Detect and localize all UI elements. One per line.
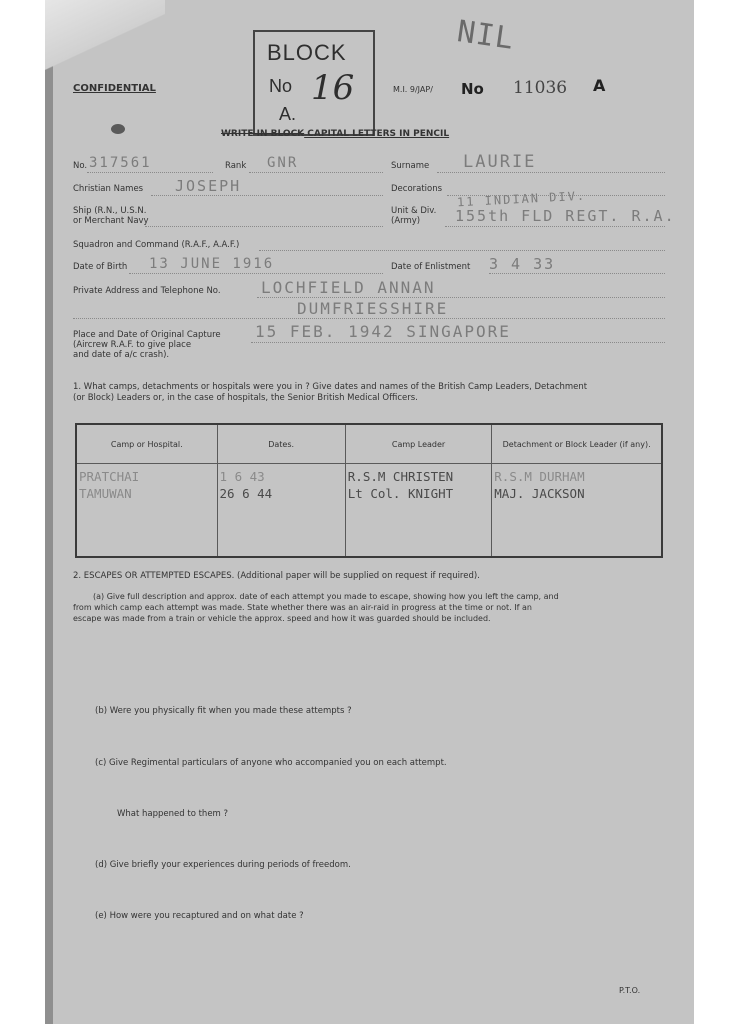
- mi9-reference: M.I. 9/JAP/: [393, 85, 433, 94]
- folded-corner: [45, 0, 165, 70]
- surname-label: Surname: [391, 161, 430, 171]
- camp-cell: [76, 464, 217, 558]
- instruction-rest: CAPITAL LETTERS IN PENCIL: [304, 129, 450, 139]
- pto-label: P.T.O.: [619, 986, 641, 995]
- col-header-dates: Dates.: [217, 424, 345, 464]
- address-value-line1: LOCHFIELD ANNAN: [261, 278, 436, 297]
- capture-label-line1: Place and Date of Original Capture: [73, 330, 221, 340]
- table-row: [76, 464, 662, 558]
- rule: [257, 297, 665, 298]
- detachment-leader-1: R.S.M DURHAM: [494, 469, 585, 484]
- q2-heading: 2. ESCAPES OR ATTEMPTED ESCAPES. (Additional paper will be supplied on request if required).: [73, 571, 480, 581]
- rule: [145, 226, 383, 227]
- unit-label: [391, 206, 436, 226]
- stamp-no-text: No: [269, 76, 293, 96]
- date-1: 1 6 43: [219, 469, 265, 484]
- struck-instruction: WRITE IN BLOCK: [221, 129, 305, 139]
- col-header-camp-leader: Camp Leader: [345, 424, 492, 464]
- address-label: Private Address and Telephone No.: [73, 286, 221, 296]
- col-header-camp: Camp or Hospital.: [76, 424, 217, 464]
- decorations-label: Decorations: [391, 184, 443, 194]
- capture-label: [73, 330, 221, 360]
- rule: [259, 250, 665, 251]
- serial-number: 11036: [513, 78, 568, 98]
- rule: [73, 318, 665, 319]
- rule: [87, 172, 213, 173]
- surname-value: LAURIE: [463, 152, 537, 172]
- rule: [151, 195, 383, 196]
- capture-value: 15 FEB. 1942 SINGAPORE: [255, 322, 511, 341]
- confidential-label: CONFIDENTIAL: [73, 83, 156, 94]
- pencil-instruction: [221, 129, 449, 139]
- rule: [251, 342, 665, 343]
- stamp-a-text: A.: [279, 104, 297, 124]
- ship-label: [73, 206, 149, 226]
- dates-cell: [217, 464, 345, 558]
- q2a-line2: from which camp each attempt was made. State whether there was an air-raid in progress at the time or not. If an: [73, 603, 532, 612]
- no-label: No: [461, 80, 484, 98]
- camp-leader-cell: [345, 464, 492, 558]
- block-stamp: [253, 30, 375, 136]
- camp-1: PRATCHAI: [79, 469, 140, 484]
- rule: [437, 172, 665, 173]
- q2c-text: (c) Give Regimental particulars of anyone who accompanied you on each attempt.: [95, 758, 447, 768]
- stamp-block-text: BLOCK: [267, 40, 347, 65]
- unit-value-line1: 11 INDIAN DIV.: [456, 188, 587, 210]
- dob-value: 13 JUNE 1916: [149, 256, 275, 272]
- rule: [489, 273, 665, 274]
- capture-label-line3: and date of a/c crash).: [73, 350, 170, 360]
- q2d-text: (d) Give briefly your experiences during periods of freedom.: [95, 860, 351, 870]
- q2c-followup-text: What happened to them ?: [117, 809, 229, 819]
- service-no-value: 317561: [89, 155, 152, 171]
- q2a-line1: (a) Give full description and approx. date of each attempt you made to escape, showing how you left the camp, and: [93, 592, 559, 601]
- q1-text-line1: 1. What camps, detachments or hospitals were you in ? Give dates and names of the British Camp Leaders, Detachment: [73, 382, 588, 392]
- detachment-leader-cell: [492, 464, 662, 558]
- dob-label: Date of Birth: [73, 262, 128, 272]
- camp-2: TAMUWAN: [79, 486, 132, 501]
- document-page: [45, 0, 694, 1024]
- nil-handwritten: NIL: [454, 14, 517, 57]
- unit-label-line2: (Army): [391, 216, 421, 226]
- unit-label-line1: Unit & Div.: [391, 206, 437, 216]
- unit-value-line2: 155th FLD REGT. R.A.: [455, 207, 676, 225]
- rule: [249, 172, 383, 173]
- rank-label: Rank: [225, 161, 247, 171]
- camp-leader-1: R.S.M CHRISTEN: [347, 469, 454, 484]
- q2a-line3: escape was made from a train or vehicle the approx. speed and how it was guarded should be included.: [73, 614, 491, 623]
- rule: [445, 226, 665, 227]
- rank-value: GNR: [267, 155, 299, 171]
- stamp-number: 16: [311, 68, 355, 108]
- enlistment-value: 3 4 33: [489, 255, 556, 273]
- serial-suffix: A: [593, 76, 606, 95]
- capture-label-line2: (Aircrew R.A.F. to give place: [73, 340, 192, 350]
- punch-hole: [111, 124, 125, 134]
- col-header-detachment-leader: Detachment or Block Leader (if any).: [492, 424, 662, 464]
- detachment-leader-2: MAJ. JACKSON: [494, 486, 585, 501]
- service-no-label: No.: [73, 161, 88, 171]
- address-value-line2: DUMFRIESSHIRE: [297, 299, 449, 318]
- christian-names-label: Christian Names: [73, 184, 144, 194]
- christian-names-value: JOSEPH: [175, 177, 242, 195]
- q2b-text: (b) Were you physically fit when you made these attempts ?: [95, 706, 352, 716]
- ship-label-line2: or Merchant Navy: [73, 216, 149, 226]
- rule: [129, 273, 383, 274]
- date-2: 26 6 44: [219, 486, 273, 501]
- camps-table: [75, 423, 663, 558]
- q1-text-line2: (or Block) Leaders or, in the case of hospitals, the Senior British Medical Officers.: [73, 393, 418, 403]
- enlistment-label: Date of Enlistment: [391, 262, 471, 272]
- scan-edge-shadow: [45, 0, 53, 1024]
- squadron-label: Squadron and Command (R.A.F., A.A.F.): [73, 240, 240, 250]
- ship-label-line1: Ship (R.N., U.S.N.: [73, 206, 147, 216]
- q2e-text: (e) How were you recaptured and on what date ?: [95, 911, 304, 921]
- camp-leader-2: Lt Col. KNIGHT: [347, 486, 454, 501]
